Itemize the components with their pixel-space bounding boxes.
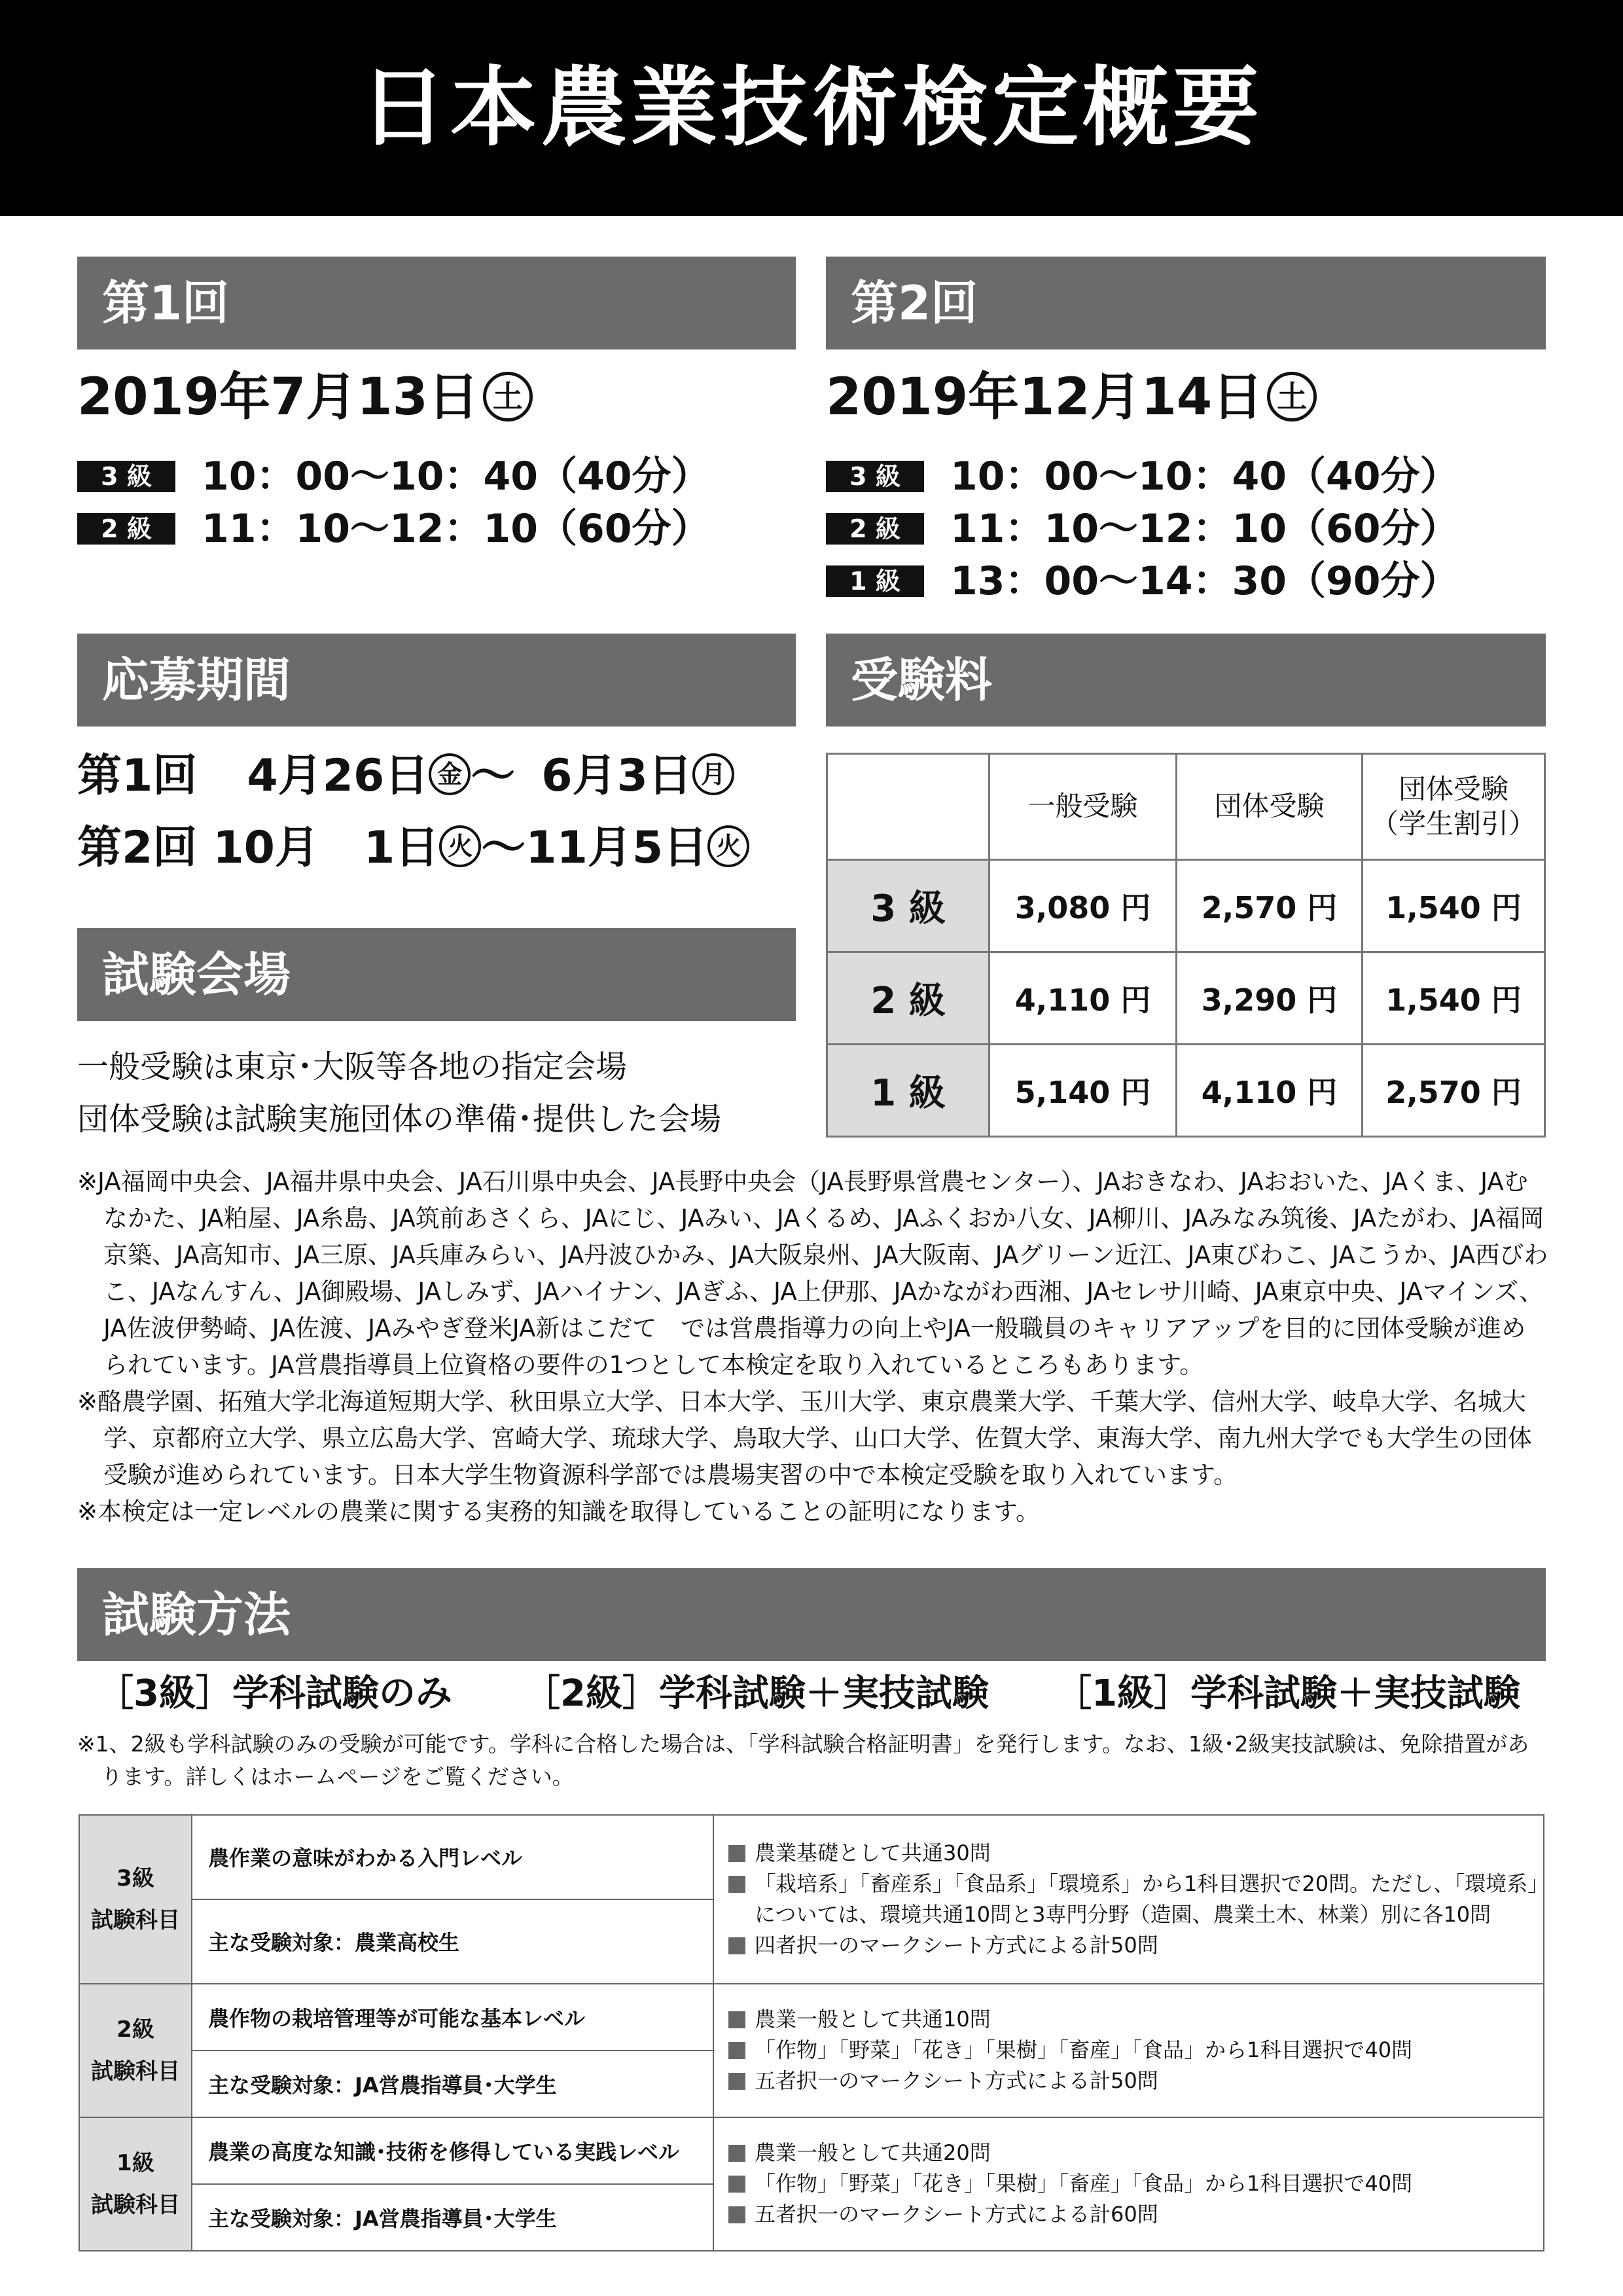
method-type-3kyu: ［3級］学科試験のみ	[97, 1672, 452, 1715]
period-start: 4月26日	[247, 750, 429, 802]
schedule-time: 11：10〜12：10（60分）	[202, 506, 711, 552]
period-start: 10月 1日	[213, 822, 440, 874]
subject-item	[728, 2004, 1543, 2035]
application-period-round1	[77, 750, 734, 802]
square-bullet-icon	[728, 2176, 745, 2193]
subject-item-text: 四者択一のマークシート方式による計50問	[755, 1932, 1158, 1958]
fee-col-student-line2: （学生割引）	[1370, 807, 1536, 840]
square-bullet-icon	[728, 2042, 745, 2059]
fee-grade: 2 級	[827, 952, 990, 1045]
method-note: ※1、2級も学科試験のみの受験が可能です。学科に合格した場合は、「学科試験合格証明書」を発行します。なお、1級･2級実技試験は、免除措置があります。詳しくはホームページをご覧ください。	[77, 1731, 1529, 1789]
subject-level: 農作物の栽培管理等が可能な基本レベル	[192, 1984, 713, 2051]
subject-item-text: 「栽培系」「畜産系」「食品系」「環境系」から1科目選択で20問。ただし、「環境系」については、環境共通10問と3専門分野（造園、農業土木、林業）別に各10問	[755, 1871, 1539, 1927]
fee-value: 3,080 円	[990, 860, 1177, 952]
schedule-time: 13：00〜14：30（90分）	[950, 558, 1459, 604]
fee-grade: 1 級	[827, 1045, 990, 1137]
application-period-round2	[77, 822, 749, 874]
subject-grade-text: 1級	[116, 2149, 154, 2176]
note-certification: ※本検定は一定レベルの農業に関する実務的知識を取得していることの証明になります。	[77, 1498, 1041, 1526]
subject-item-text: 「作物」「野菜」「花き」「果樹」「畜産」「食品」から1科目選択で40問	[755, 2037, 1413, 2063]
subject-label-text: 試験科目	[91, 2058, 180, 2085]
period-round: 第2回	[77, 822, 198, 874]
fee-col-student-line1: 団体受験	[1398, 773, 1508, 805]
square-bullet-icon	[728, 1845, 745, 1862]
venue-line-general: 一般受験は東京･大阪等各地の指定会場	[77, 1049, 628, 1085]
section-header-fee	[826, 634, 1546, 726]
period-round: 第1回	[77, 750, 198, 802]
round1-header-label: 第1回	[102, 276, 230, 331]
round2-date-text: 2019年12月14日	[826, 368, 1264, 427]
grade-badge: 2 級	[826, 513, 924, 545]
round2-weekday: 土	[1267, 372, 1317, 422]
square-bullet-icon	[728, 2073, 745, 2090]
subject-grade-1kyu	[79, 2117, 192, 2251]
fee-row-3kyu	[827, 860, 1545, 952]
subjects-table	[79, 1814, 1544, 2251]
fee-value: 2,570 円	[1177, 860, 1363, 952]
fee-value: 5,140 円	[990, 1045, 1177, 1137]
grade-badge: 3 級	[77, 461, 175, 492]
grade-badge: 3 級	[826, 461, 924, 492]
schedule-time: 10：00〜10：40（40分）	[950, 454, 1459, 499]
subject-item	[728, 2035, 1543, 2066]
subject-item	[728, 2066, 1543, 2096]
round2-date	[826, 368, 1317, 427]
period-start-day: 金	[429, 753, 471, 795]
subject-item-text: 「作物」「野菜」「花き」「果樹」「畜産」「食品」から1科目選択で40問	[755, 2171, 1413, 2197]
grade-badge: 2 級	[77, 513, 175, 545]
round2-header-label: 第2回	[851, 276, 978, 331]
square-bullet-icon	[728, 1937, 745, 1954]
subject-item-text: 五者択一のマークシート方式による計50問	[755, 2068, 1158, 2094]
fee-corner-cell	[827, 754, 990, 860]
subject-row-3kyu-level	[79, 1815, 1544, 1899]
subject-item	[728, 2199, 1543, 2230]
fee-row-2kyu	[827, 952, 1545, 1045]
fee-table	[826, 753, 1546, 1138]
fee-col-general: 一般受験	[990, 754, 1177, 860]
subject-grade-text: 3級	[116, 1865, 154, 1892]
round1-date-text: 2019年7月13日	[77, 368, 479, 427]
subject-item	[728, 2168, 1543, 2199]
square-bullet-icon	[728, 2145, 745, 2162]
method-header-label: 試験方法	[102, 1587, 291, 1642]
method-type-2kyu: ［2級］学科試験＋実技試験	[524, 1672, 989, 1715]
note-ja: ※JA福岡中央会、JA福井県中央会、JA石川県中央会、JA長野中央会（JA長野県営農センター）、JAおきなわ、JAおおいた、JAくま、JAむなかた、JA粕屋、JA糸島、JA筑前あさくら、JAにじ、JAみい、JAくるめ、JAふくおか八女、JA柳川、JAみなみ筑後、JAたがわ、JA福岡京築、JA高知市、JA三原、JA兵庫みらい、JA丹波ひかみ、JA大阪泉州、JA大阪南、JAグリーン近江、JA東びわこ、JAこうか、JA西びわこ、JAなんすん、JA御殿場、JAしみず、JAハイナン、JAぎふ、JA上伊那、JAかながわ西湘、JAセレサ川崎、JA東京中央、JAマインズ、JA佐波伊勢崎、JA佐渡、JAみやぎ登米JA新はこだて では営農指導力の向上やJA一般職員のキャリアアップを目的に団体受験が進められています。JA営農指導員上位資格の要件の1つとして本検定を取り入れているところもあります。	[77, 1168, 1548, 1379]
subject-item-text: 農業一般として共通20問	[755, 2140, 991, 2166]
subject-item	[728, 1869, 1543, 1930]
subject-level: 農業の高度な知識･技術を修得している実践レベル	[192, 2117, 713, 2184]
square-bullet-icon	[728, 2206, 745, 2223]
subject-target: 主な受験対象：JA営農指導員･大学生	[192, 2051, 713, 2117]
application-header-label: 応募期間	[102, 653, 291, 708]
round1-schedule-3kyu	[77, 450, 710, 503]
subject-items-2kyu	[713, 1984, 1544, 2117]
venue-line-group: 団体受験は試験実施団体の準備･提供した会場	[77, 1101, 722, 1138]
subject-grade-text: 2級	[116, 2016, 154, 2043]
subject-items-1kyu	[713, 2117, 1544, 2251]
note-universities: ※酪農学園、拓殖大学北海道短期大学、秋田県立大学、日本大学、玉川大学、東京農業大学、千葉大学、信州大学、岐阜大学、名城大学、京都府立大学、県立広島大学、宮崎大学、琉球大学、鳥取大学、山口大学、佐賀大学、東海大学、南九州大学でも大学生の団体受験が進められています。日本大学生物資源科学部では農場実習の中で本検定受験を取り入れています。	[77, 1388, 1532, 1489]
section-header-application	[77, 634, 796, 726]
subject-grade-3kyu	[79, 1815, 192, 1984]
subject-row-1kyu-level	[79, 2117, 1544, 2184]
fee-col-group: 団体受験	[1177, 754, 1363, 860]
subject-grade-2kyu	[79, 1984, 192, 2117]
fee-header-label: 受験料	[851, 653, 993, 708]
fee-row-1kyu	[827, 1045, 1545, 1137]
subject-level: 農作業の意味がわかる入門レベル	[192, 1815, 713, 1899]
round2-schedule-2kyu	[826, 503, 1459, 555]
round2-schedule-1kyu	[826, 555, 1459, 607]
method-type-1kyu: ［1級］学科試験＋実技試験	[1055, 1672, 1520, 1715]
period-end: 6月3日	[541, 750, 692, 802]
fee-value: 2,570 円	[1363, 1045, 1545, 1137]
subject-item-text: 五者択一のマークシート方式による計60問	[755, 2202, 1158, 2227]
grade-badge: 1 級	[826, 565, 924, 597]
fee-value: 4,110 円	[990, 952, 1177, 1045]
subject-item	[728, 1838, 1543, 1869]
square-bullet-icon	[728, 2011, 745, 2028]
section-header-round2	[826, 257, 1546, 350]
round1-schedule-2kyu	[77, 503, 710, 555]
section-header-venue	[77, 928, 796, 1021]
fee-col-student	[1363, 754, 1545, 860]
subject-target: 主な受験対象：JA営農指導員･大学生	[192, 2184, 713, 2251]
period-sep: 〜	[481, 822, 526, 874]
period-start-day: 火	[439, 825, 481, 867]
section-header-method	[77, 1568, 1546, 1661]
period-end-day: 火	[707, 825, 749, 867]
subject-row-2kyu-level	[79, 1984, 1544, 2051]
period-sep: 〜	[471, 750, 516, 802]
section-header-round1	[77, 257, 796, 350]
period-end-day: 月	[692, 753, 734, 795]
square-bullet-icon	[728, 1876, 745, 1893]
title-bar	[0, 0, 1623, 216]
fee-value: 1,540 円	[1363, 952, 1545, 1045]
fee-value: 4,110 円	[1177, 1045, 1363, 1137]
round2-schedule-3kyu	[826, 450, 1459, 503]
subject-item-text: 農業一般として共通10問	[755, 2007, 991, 2032]
subject-target: 主な受験対象：農業高校生	[192, 1899, 713, 1984]
subject-item	[728, 2138, 1543, 2168]
fee-value: 3,290 円	[1177, 952, 1363, 1045]
subject-label-text: 試験科目	[91, 2191, 180, 2218]
round1-date	[77, 368, 533, 427]
period-end: 11月5日	[526, 822, 708, 874]
round1-weekday: 土	[483, 372, 533, 422]
subject-items-3kyu	[713, 1815, 1544, 1984]
fee-value: 1,540 円	[1363, 860, 1545, 952]
notes-block	[77, 1164, 1550, 1530]
subject-item	[728, 1930, 1543, 1961]
subject-item-text: 農業基礎として共通30問	[755, 1840, 991, 1865]
venue-header-label: 試験会場	[102, 947, 291, 1002]
fee-grade: 3 級	[827, 860, 990, 952]
page-title: 日本農業技術検定概要	[360, 58, 1263, 158]
schedule-time: 11：10〜12：10（60分）	[950, 506, 1459, 552]
subject-label-text: 試験科目	[91, 1907, 180, 1933]
schedule-time: 10：00〜10：40（40分）	[202, 454, 711, 499]
